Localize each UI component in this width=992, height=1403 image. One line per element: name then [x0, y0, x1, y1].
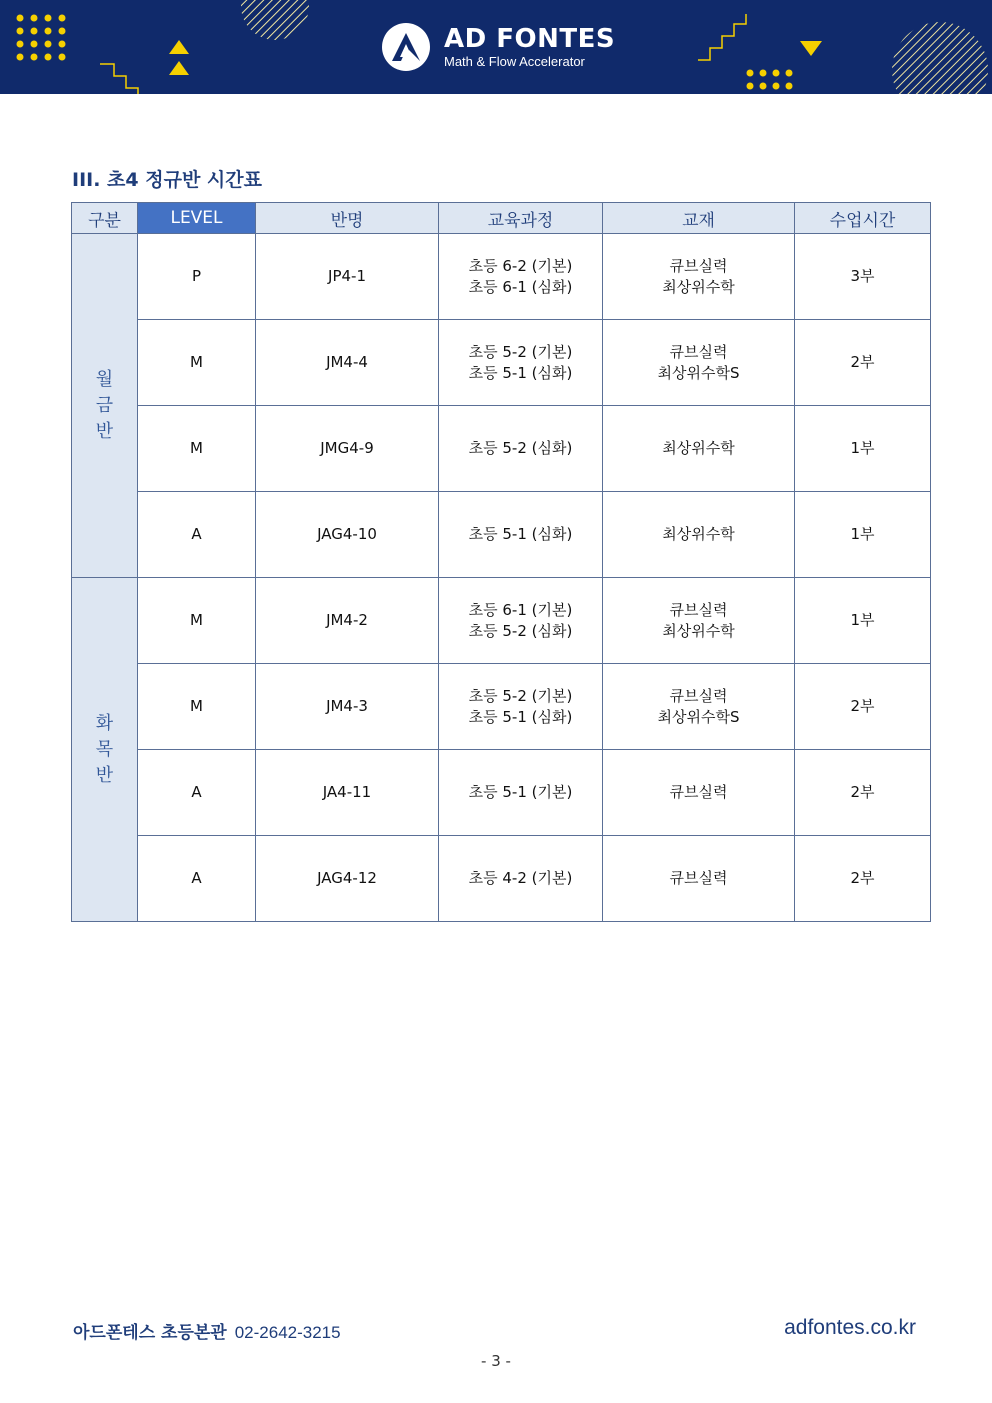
textbook-cell: 큐브실력 최상위수학 — [603, 578, 795, 664]
header-textbook: 교재 — [603, 203, 795, 234]
header-group: 구분 — [72, 203, 138, 234]
group-label-mon-fri: 월 금 반 — [72, 234, 138, 578]
page-number: - 3 - — [481, 1352, 511, 1370]
staircase-right-icon — [698, 14, 746, 60]
brand-tagline: Math & Flow Accelerator — [444, 53, 585, 69]
brand-logo — [382, 22, 615, 72]
table-header-row — [72, 203, 931, 234]
class-name-cell: JAG4-12 — [256, 836, 439, 922]
level-cell: P — [138, 234, 256, 320]
level-cell: M — [138, 406, 256, 492]
footer-website-link[interactable]: adfontes.co.kr — [784, 1316, 916, 1339]
class-name-cell: JM4-4 — [256, 320, 439, 406]
period-cell: 3부 — [795, 234, 931, 320]
textbook-cell: 큐브실력 최상위수학S — [603, 320, 795, 406]
curriculum-cell: 초등 5-1 (심화) — [439, 492, 603, 578]
curriculum-cell: 초등 4-2 (기본) — [439, 836, 603, 922]
table-row — [72, 578, 931, 664]
footer-org-name: 아드폰테스 초등본관 — [73, 1323, 227, 1343]
hatched-circle-top-icon — [241, 0, 309, 40]
curriculum-cell: 초등 5-2 (기본) 초등 5-1 (심화) — [439, 664, 603, 750]
period-cell: 2부 — [795, 836, 931, 922]
header-class-name: 반명 — [256, 203, 439, 234]
triangle-up-icon — [169, 40, 189, 54]
table-row — [72, 320, 931, 406]
section-title: III. 초4 정규반 시간표 — [72, 169, 262, 191]
table-row — [72, 406, 931, 492]
class-name-cell: JM4-3 — [256, 664, 439, 750]
table-row — [72, 664, 931, 750]
header-curriculum: 교육과정 — [439, 203, 603, 234]
class-name-cell: JAG4-10 — [256, 492, 439, 578]
header-period: 수업시간 — [795, 203, 931, 234]
brand-name: AD FONTES — [444, 23, 616, 54]
curriculum-cell: 초등 5-2 (기본) 초등 5-1 (심화) — [439, 320, 603, 406]
class-name-cell: JMG4-9 — [256, 406, 439, 492]
dot-grid-right-icon — [747, 70, 793, 90]
period-cell: 2부 — [795, 664, 931, 750]
header-level: LEVEL — [138, 203, 256, 234]
curriculum-cell: 초등 6-2 (기본) 초등 6-1 (심화) — [439, 234, 603, 320]
period-cell: 1부 — [795, 578, 931, 664]
staircase-left-icon — [100, 64, 138, 94]
level-cell: M — [138, 664, 256, 750]
class-name-cell: JP4-1 — [256, 234, 439, 320]
period-cell: 1부 — [795, 492, 931, 578]
textbook-cell: 큐브실력 — [603, 750, 795, 836]
table-row — [72, 234, 931, 320]
textbook-cell: 큐브실력 최상위수학S — [603, 664, 795, 750]
textbook-cell: 큐브실력 — [603, 836, 795, 922]
timetable — [71, 202, 931, 922]
table-row — [72, 750, 931, 836]
period-cell: 2부 — [795, 320, 931, 406]
curriculum-cell: 초등 6-1 (기본) 초등 5-2 (심화) — [439, 578, 603, 664]
textbook-cell: 큐브실력 최상위수학 — [603, 234, 795, 320]
hatched-circle-right-icon — [892, 22, 988, 94]
header-banner — [0, 0, 992, 94]
dot-grid-left-icon — [17, 15, 66, 61]
period-cell: 2부 — [795, 750, 931, 836]
group-label-tue-thu: 화 목 반 — [72, 578, 138, 922]
footer-contact — [73, 1318, 341, 1343]
table-row — [72, 492, 931, 578]
class-name-cell: JA4-11 — [256, 750, 439, 836]
triangle-up-icon-2 — [169, 61, 189, 75]
level-cell: M — [138, 320, 256, 406]
level-cell: A — [138, 492, 256, 578]
curriculum-cell: 초등 5-1 (기본) — [439, 750, 603, 836]
footer-phone: 02-2642-3215 — [234, 1323, 341, 1342]
logo-a-mark-icon — [382, 23, 430, 71]
textbook-cell: 최상위수학 — [603, 492, 795, 578]
textbook-cell: 최상위수학 — [603, 406, 795, 492]
curriculum-cell: 초등 5-2 (심화) — [439, 406, 603, 492]
table-row — [72, 836, 931, 922]
period-cell: 1부 — [795, 406, 931, 492]
level-cell: A — [138, 836, 256, 922]
level-cell: M — [138, 578, 256, 664]
level-cell: A — [138, 750, 256, 836]
class-name-cell: JM4-2 — [256, 578, 439, 664]
triangle-down-icon — [800, 41, 822, 56]
